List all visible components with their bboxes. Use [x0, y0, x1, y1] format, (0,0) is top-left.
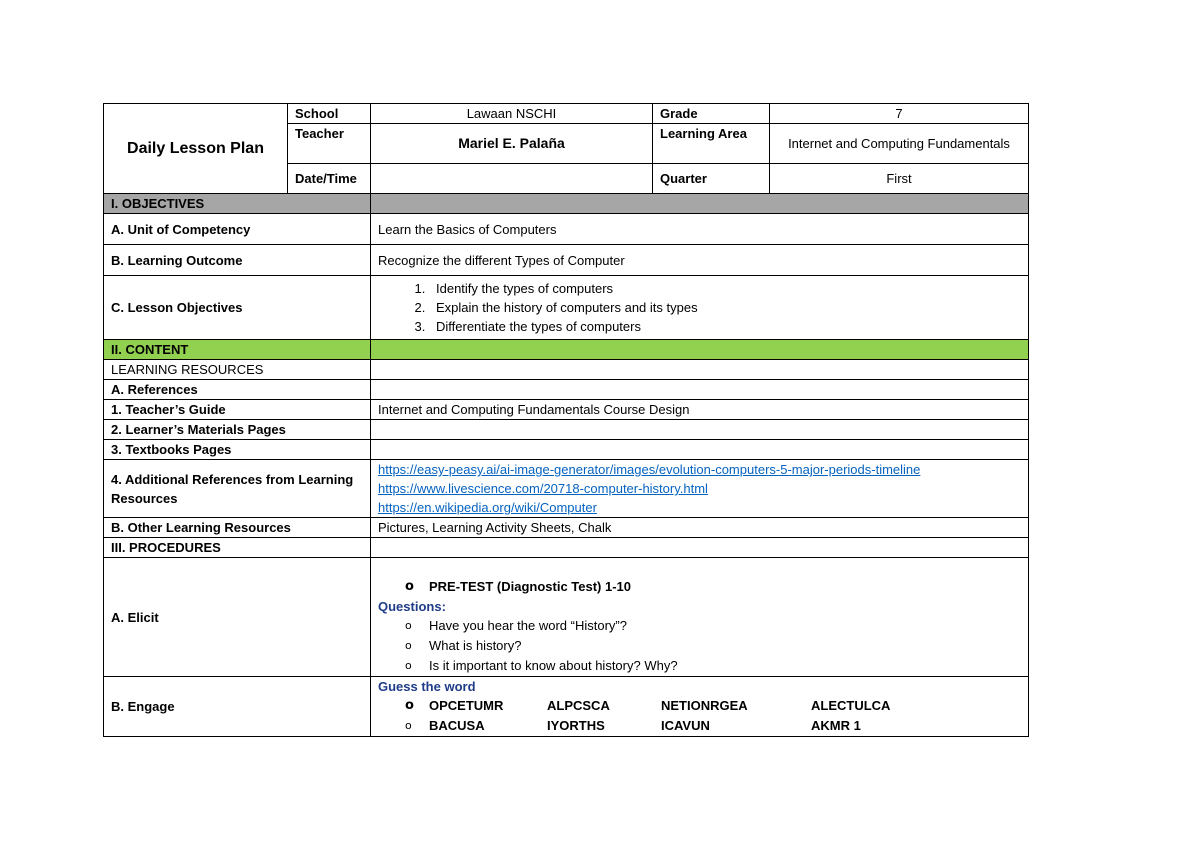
- learning-area-label: Learning Area: [653, 124, 770, 164]
- learners-materials-label: 2. Learner’s Materials Pages: [104, 420, 371, 440]
- teacher-value: Mariel E. Palaña: [371, 124, 653, 164]
- question-item: o What is history?: [405, 637, 522, 653]
- teachers-guide-label: 1. Teacher’s Guide: [104, 400, 371, 420]
- reference-link[interactable]: https://en.wikipedia.org/wiki/Computer: [378, 500, 597, 515]
- references-label: A. References: [104, 380, 371, 400]
- scrambled-words-list: [378, 696, 1021, 736]
- date-time-value: [371, 164, 653, 194]
- reference-link[interactable]: https://www.livescience.com/20718-computer-history.html: [378, 481, 708, 496]
- learning-outcome-value: Recognize the different Types of Computer: [371, 245, 1029, 276]
- scrambled-words-row: o OPCETUMR ALPCSCA NETIONRGEA ALECTULCA: [378, 696, 1021, 716]
- guess-the-word-label: Guess the word: [378, 679, 476, 694]
- scrambled-word: ALPCSCA: [547, 698, 610, 713]
- unit-of-competency-label: A. Unit of Competency: [104, 214, 371, 245]
- scrambled-word: IYORTHS: [547, 718, 605, 733]
- other-resources-value: Pictures, Learning Activity Sheets, Chalk: [371, 518, 1029, 538]
- engage-cell: [371, 677, 1029, 737]
- lesson-objectives-label: C. Lesson Objectives: [104, 276, 371, 340]
- scrambled-words-row: o BACUSA IYORTHS ICAVUN AKMR 1: [378, 716, 1021, 736]
- additional-references-label: 4. Additional References from Learning Resources: [104, 460, 371, 518]
- questions-list: [378, 616, 1021, 676]
- content-heading-fill: [371, 340, 1029, 360]
- lesson-objective-item: 2. Explain the history of computers and its types: [429, 298, 1021, 317]
- learning-resources-label: LEARNING RESOURCES: [104, 360, 371, 380]
- grade-value: 7: [770, 104, 1029, 124]
- scrambled-word: ALECTULCA: [811, 698, 891, 713]
- scrambled-word: ICAVUN: [661, 718, 710, 733]
- objectives-heading-fill: [371, 194, 1029, 214]
- lesson-objectives-list: [378, 279, 1021, 336]
- lesson-plan-table: [103, 103, 1029, 737]
- other-resources-label: B. Other Learning Resources: [104, 518, 371, 538]
- grade-label: Grade: [653, 104, 770, 124]
- unit-of-competency-value: Learn the Basics of Computers: [371, 214, 1029, 245]
- quarter-value: First: [770, 164, 1029, 194]
- school-label: School: [288, 104, 371, 124]
- scrambled-word: NETIONRGEA: [661, 698, 748, 713]
- reference-link[interactable]: https://easy-peasy.ai/ai-image-generator/images/evolution-computers-5-major-periods-timeline: [378, 462, 921, 477]
- pretest-list: [378, 577, 1021, 597]
- pretest-item: o PRE-TEST (Diagnostic Test) 1-10: [405, 578, 632, 594]
- lesson-objectives-cell: [371, 276, 1029, 340]
- school-value: Lawaan NSCHI: [371, 104, 653, 124]
- procedures-heading: III. PROCEDURES: [104, 538, 371, 558]
- engage-label: B. Engage: [104, 677, 371, 737]
- elicit-label: A. Elicit: [104, 558, 371, 677]
- date-time-label: Date/Time: [288, 164, 371, 194]
- learning-outcome-label: B. Learning Outcome: [104, 245, 371, 276]
- lesson-objective-item: 3. Differentiate the types of computers: [429, 317, 1021, 336]
- elicit-cell: [371, 558, 1029, 677]
- content-heading: II. CONTENT: [104, 340, 371, 360]
- scrambled-word: OPCETUMR: [429, 698, 504, 713]
- quarter-label: Quarter: [653, 164, 770, 194]
- scrambled-word: AKMR 1: [811, 718, 861, 733]
- teacher-label: Teacher: [288, 124, 371, 164]
- plan-title: Daily Lesson Plan: [104, 104, 288, 194]
- additional-references-links: [371, 460, 1029, 518]
- teachers-guide-value: Internet and Computing Fundamentals Course Design: [371, 400, 1029, 420]
- scrambled-word: BACUSA: [429, 718, 485, 733]
- question-item: o Have you hear the word “History”?: [405, 617, 627, 633]
- question-item: o Is it important to know about history? Why?: [405, 657, 678, 673]
- questions-label: Questions:: [378, 598, 446, 614]
- learning-area-value: Internet and Computing Fundamentals: [770, 124, 1029, 164]
- textbooks-pages-label: 3. Textbooks Pages: [104, 440, 371, 460]
- objectives-heading: I. OBJECTIVES: [104, 194, 371, 214]
- lesson-objective-item: 1. Identify the types of computers: [429, 279, 1021, 298]
